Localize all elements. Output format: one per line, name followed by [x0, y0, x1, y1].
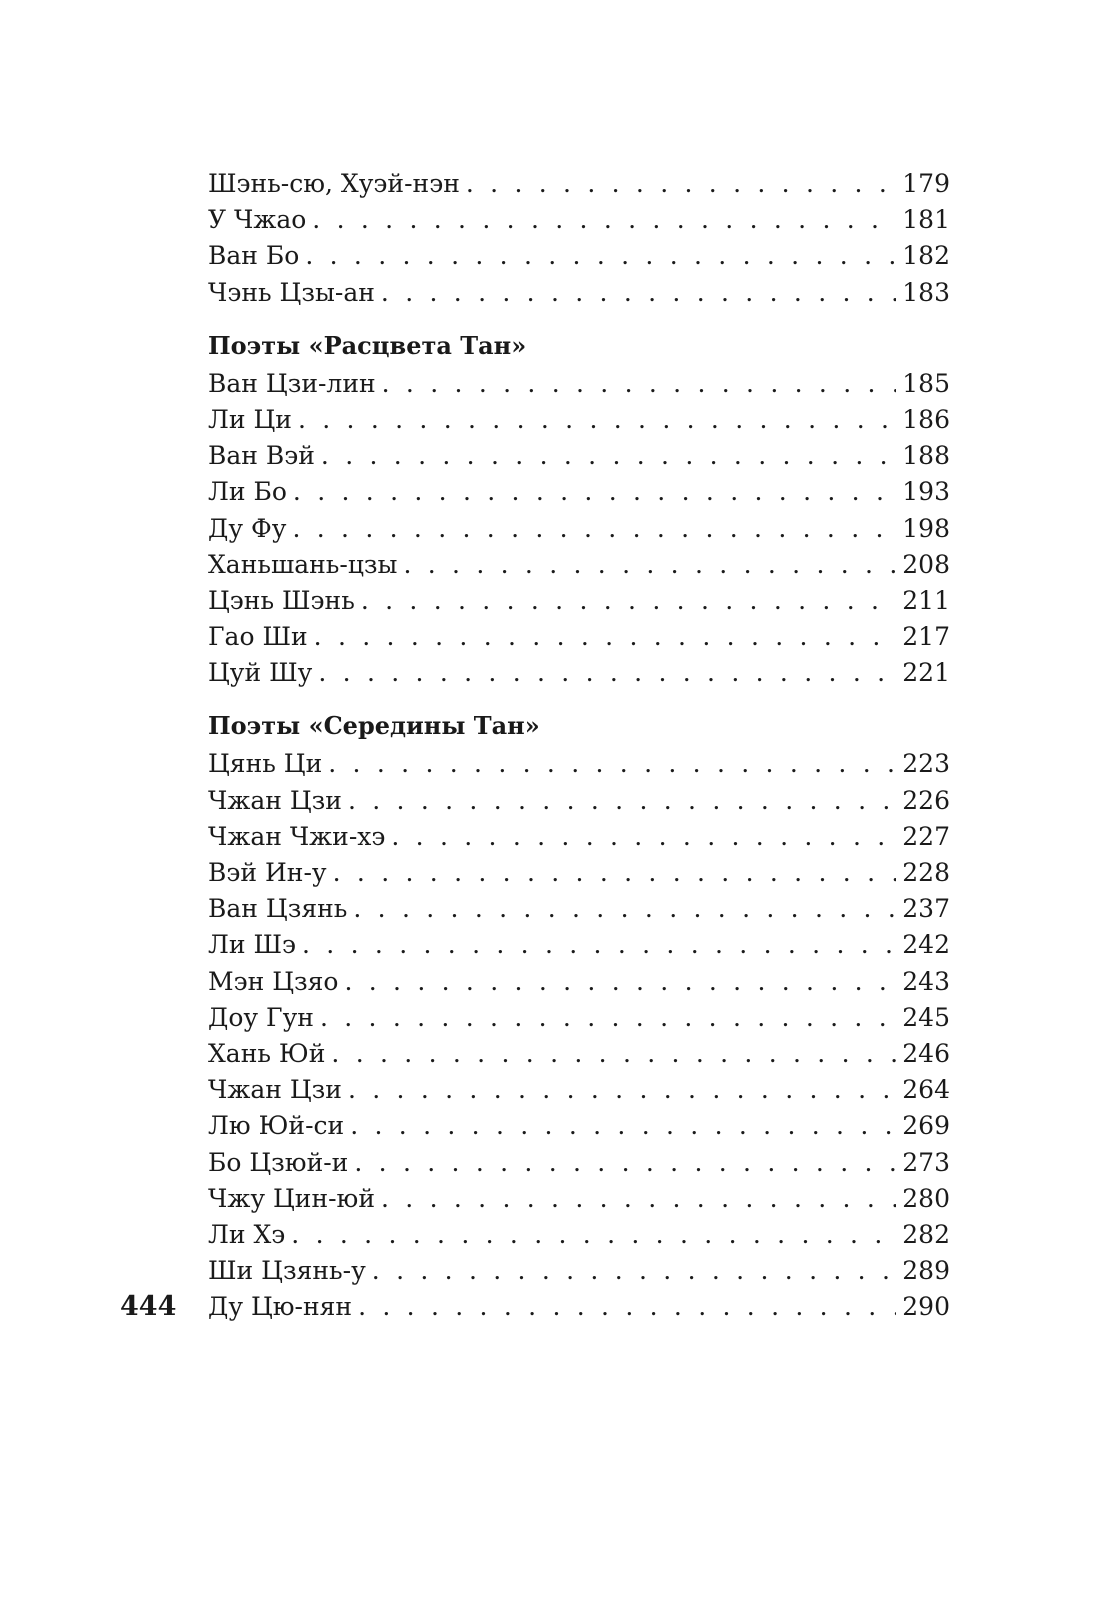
toc-entry-name: Ханьшань-цзы	[208, 549, 398, 579]
toc-entry-page: 188	[902, 441, 950, 471]
toc-entry	[208, 474, 950, 510]
toc-entry	[208, 1253, 950, 1289]
toc-entry	[208, 547, 950, 583]
toc-entry	[208, 783, 950, 819]
section-heading: Поэты «Середины Тан»	[208, 711, 540, 741]
toc-entry-page: 211	[902, 585, 950, 615]
toc-entry-page: 208	[902, 549, 950, 579]
dot-leader	[293, 474, 896, 510]
toc-entry-name: Ли Хэ	[208, 1219, 286, 1249]
toc-entry	[208, 819, 950, 855]
toc-entry-name: Мэн Цзяо	[208, 966, 339, 996]
toc-entry-page: 182	[902, 241, 950, 271]
toc-entry-page: 246	[902, 1038, 950, 1068]
toc-entry	[208, 1072, 950, 1108]
toc-entry-page: 226	[902, 785, 950, 815]
toc-entry-page: 273	[902, 1147, 950, 1177]
toc-entry	[208, 402, 950, 438]
toc-entry-page: 193	[902, 477, 950, 507]
toc-entry-page: 217	[902, 622, 950, 652]
toc-entry-name: Ли Ци	[208, 404, 292, 434]
dot-leader	[372, 1253, 897, 1289]
dot-leader	[333, 855, 897, 891]
toc-entry	[208, 366, 950, 402]
dot-leader	[291, 1217, 896, 1253]
dot-leader	[381, 1181, 896, 1217]
toc-entry-name: Ван Цзянь	[208, 894, 348, 924]
toc-entry-name: Ли Бо	[208, 477, 287, 507]
toc-entry	[208, 746, 950, 782]
toc-entry-name: Цэнь Шэнь	[208, 585, 355, 615]
dot-leader	[361, 583, 896, 619]
toc-entry-name: Ван Цзи-лин	[208, 368, 376, 398]
toc-entry-name: Ду Фу	[208, 513, 287, 543]
dot-leader	[350, 1108, 896, 1144]
toc-entry-page: 282	[902, 1219, 950, 1249]
toc-entry-name: Чжан Чжи-хэ	[208, 821, 386, 851]
toc-entry-page: 237	[902, 894, 950, 924]
dot-leader	[331, 1036, 896, 1072]
dot-leader	[292, 511, 896, 547]
dot-leader	[321, 438, 896, 474]
toc-entry-name: Шэнь-сю, Хуэй-нэн	[208, 169, 460, 198]
toc-entry-name: Хань Юй	[208, 1038, 326, 1068]
dot-leader	[302, 927, 896, 963]
toc-entry	[208, 1217, 950, 1253]
toc-entry-page: 227	[902, 821, 950, 851]
toc-entry-name: Гао Ши	[208, 622, 308, 652]
toc-entry-name: Чэнь Цзы-ан	[208, 277, 375, 307]
toc-entry	[208, 619, 950, 655]
toc-entry	[208, 1145, 950, 1181]
page-number: 444	[120, 1291, 177, 1322]
toc-entry-page: 186	[902, 404, 950, 434]
toc-entry-page: 185	[902, 368, 950, 398]
toc-entry	[208, 1036, 950, 1072]
toc-entry-page: 280	[902, 1183, 950, 1213]
dot-leader	[320, 1000, 896, 1036]
toc-entry	[208, 166, 950, 202]
dot-leader	[403, 547, 896, 583]
toc-entry-name: Доу Гун	[208, 1002, 314, 1032]
toc-entry	[208, 855, 950, 891]
table-of-contents	[208, 166, 950, 1325]
toc-entry-page: 242	[902, 930, 950, 960]
toc-entry-page: 228	[902, 858, 950, 887]
dot-leader	[358, 1289, 896, 1325]
toc-entry-name: Цянь Ци	[208, 749, 323, 779]
dot-leader	[305, 238, 896, 274]
toc-entry-page: 264	[902, 1075, 950, 1105]
dot-leader	[348, 783, 896, 819]
toc-entry-page: 289	[902, 1256, 950, 1286]
toc-entry-name: Лю Юй-си	[208, 1111, 345, 1141]
toc-entry-page: 243	[902, 966, 950, 996]
toc-entry-page: 221	[902, 658, 950, 688]
toc-entry	[208, 583, 950, 619]
toc-entry	[208, 964, 950, 1000]
toc-entry-name: Ван Вэй	[208, 441, 315, 471]
dot-leader	[381, 275, 896, 311]
toc-entry-name: Чжан Цзи	[208, 785, 342, 815]
toc-entry	[208, 438, 950, 474]
toc-entry-page: 269	[902, 1111, 950, 1141]
toc-entry-name: Цуй Шу	[208, 658, 313, 688]
toc-entry-page: 183	[902, 277, 950, 307]
toc-entry-page: 223	[902, 749, 950, 779]
dot-leader	[348, 1072, 896, 1108]
toc-entry	[208, 275, 950, 311]
toc-entry	[208, 1108, 950, 1144]
toc-entry	[208, 927, 950, 963]
toc-entry-name: Ли Шэ	[208, 930, 297, 960]
dot-leader	[466, 166, 896, 202]
toc-entry	[208, 1181, 950, 1217]
toc-entry-name: Чжу Цин-юй	[208, 1183, 375, 1213]
dot-leader	[391, 819, 896, 855]
toc-entry-page: 245	[902, 1002, 950, 1032]
section-heading: Поэты «Расцвета Тан»	[208, 330, 527, 360]
toc-entry-name: Ду Цю-нян	[208, 1292, 353, 1322]
toc-entry	[208, 511, 950, 547]
dot-leader	[314, 619, 897, 655]
toc-entry	[208, 1289, 950, 1325]
toc-entry-name: Чжан Цзи	[208, 1075, 342, 1105]
toc-entry-page: 179	[902, 169, 950, 198]
dot-leader	[382, 366, 897, 402]
toc-entry-page: 198	[902, 513, 950, 543]
toc-entry-name: Ван Бо	[208, 241, 300, 271]
toc-entry	[208, 238, 950, 274]
toc-entry-name: Ши Цзянь-у	[208, 1256, 366, 1286]
toc-entry-page: 290	[902, 1292, 950, 1322]
toc-entry-name: Вэй Ин-у	[208, 858, 327, 887]
toc-entry	[208, 655, 950, 691]
toc-entry-page: 181	[902, 205, 950, 235]
dot-leader	[354, 1145, 896, 1181]
dot-leader	[318, 655, 896, 691]
dot-leader	[344, 964, 896, 1000]
toc-entry-name: У Чжао	[208, 205, 307, 235]
dot-leader	[298, 402, 896, 438]
dot-leader	[312, 202, 896, 238]
toc-entry	[208, 891, 950, 927]
toc-entry-name: Бо Цзюй-и	[208, 1147, 349, 1177]
toc-entry	[208, 202, 950, 238]
dot-leader	[353, 891, 896, 927]
dot-leader	[328, 746, 896, 782]
toc-entry	[208, 1000, 950, 1036]
